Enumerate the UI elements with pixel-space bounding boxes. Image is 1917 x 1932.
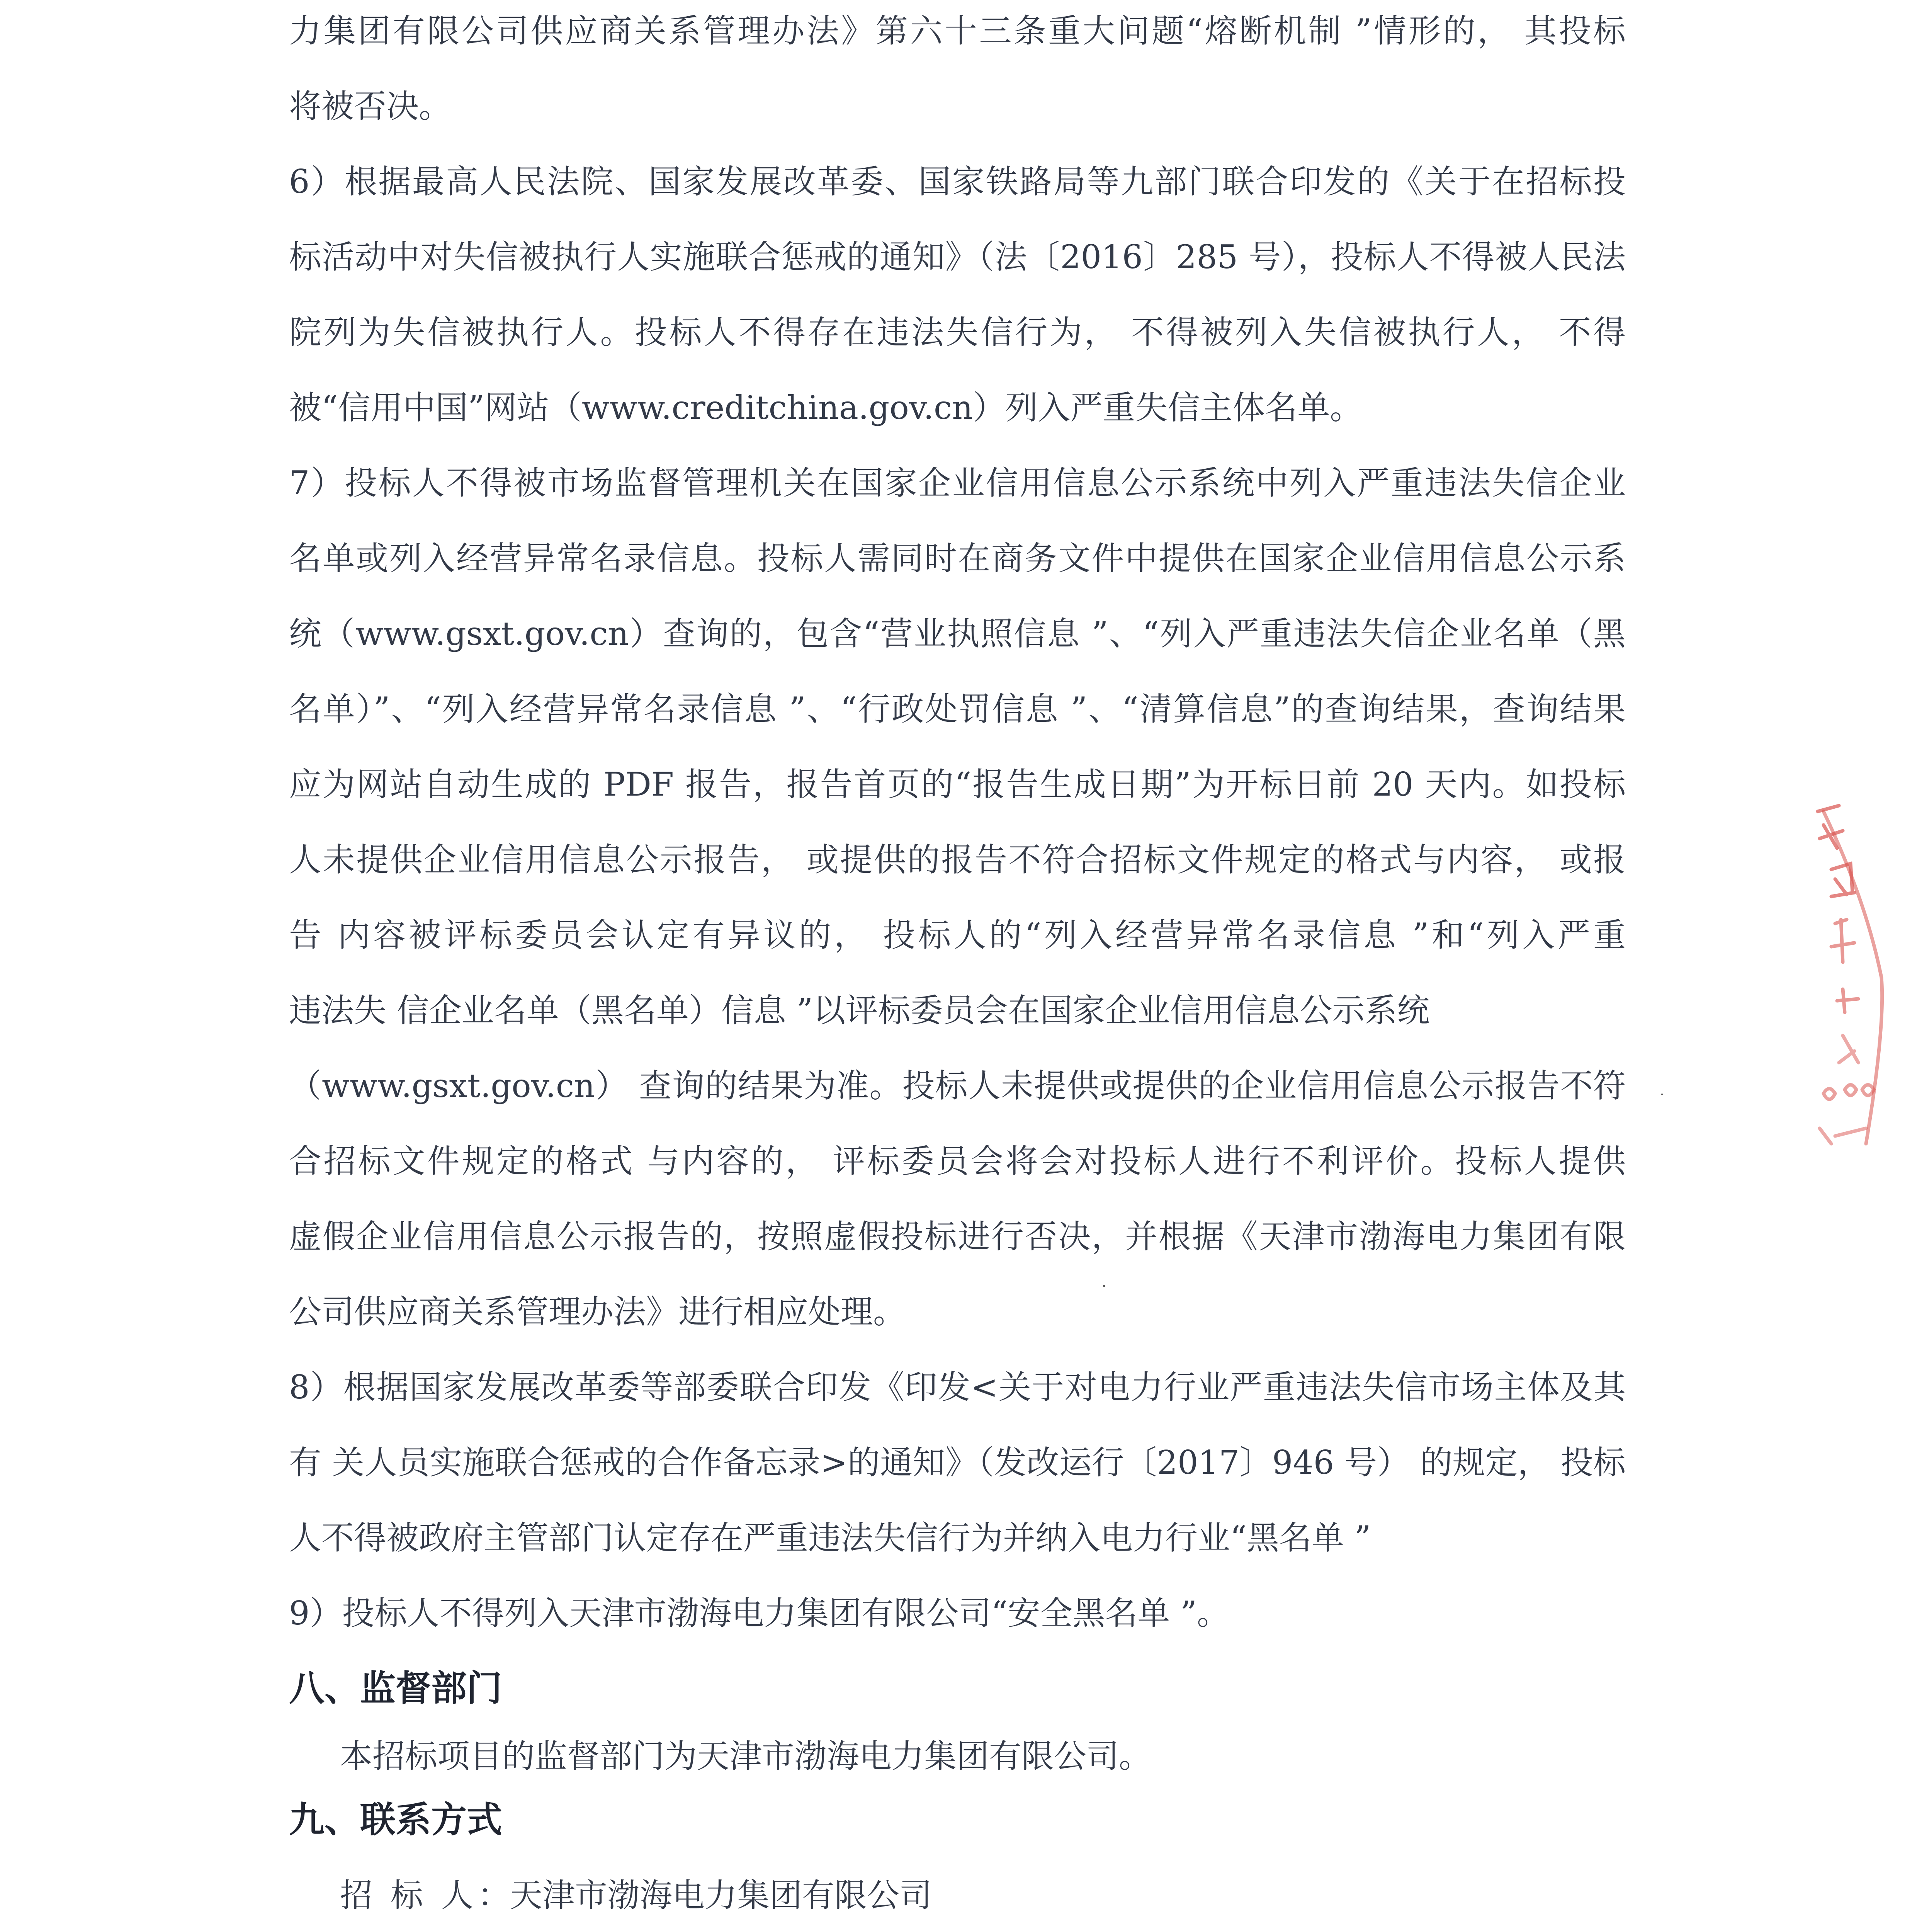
seal-glyph	[1839, 1036, 1858, 1063]
contact-value: 天津市渤海电力集团有限公司	[510, 1876, 932, 1914]
paragraph-line: 名单或列入经营异常名录信息。投标人需同时在商务文件中提供在国家企业信用信息公示系	[289, 539, 1626, 577]
seal-glyph	[1820, 1128, 1866, 1144]
contact-row-tenderer	[340, 1876, 932, 1915]
paragraph-line: 违法失 信企业名单（黑名单）信息 ”以评标委员会在国家企业信用信息公示系统	[289, 992, 1430, 1029]
paragraph-line: 公司供应商关系管理办法》进行相应处理。	[289, 1293, 906, 1331]
seal-stamp-partial	[1808, 796, 1909, 1151]
paragraph-line: 有 关人员实施联合惩戒的合作备忘录>的通知》（发改运行〔2017〕946 号） 的规定， 投标	[289, 1444, 1626, 1481]
seal-glyph	[1831, 864, 1854, 896]
paragraph-line: 9）投标人不得列入天津市渤海电力集团有限公司“安全黑名单 ”。	[289, 1594, 1230, 1632]
paragraph-line: 合招标文件规定的格式 与内容的， 评标委员会将会对投标人进行不利评价。投标人提供	[289, 1142, 1626, 1180]
scan-speck	[1661, 1094, 1663, 1095]
seal-glyph	[1824, 1085, 1874, 1100]
supervision-text: 本招标项目的监督部门为天津市渤海电力集团有限公司。	[340, 1737, 1152, 1775]
paragraph-line: 应为网站自动生成的 PDF 报告，报告首页的“报告生成日期”为开标日前 20 天内。如投标	[289, 765, 1626, 803]
paragraph-line: 人不得被政府主管部门认定存在严重违法失信行为并纳入电力行业“黑名单 ”	[289, 1519, 1371, 1557]
paragraph-line: 告 内容被评标委员会认定有异议的， 投标人的“列入经营异常名录信息 ”和“列入严重	[289, 916, 1626, 954]
paragraph-line: 被“信用中国”网站（www.creditchina.gov.cn）列入严重失信主体名单。	[289, 389, 1363, 427]
section-heading-contact: 九、联系方式	[289, 1799, 503, 1840]
paragraph-line: 名单）”、“列入经营异常名录信息 ”、“行政处罚信息 ”、“清算信息”的查询结果，查询结果	[289, 690, 1626, 728]
section-heading-supervision: 八、监督部门	[289, 1668, 503, 1709]
paragraph-line: 力集团有限公司供应商关系管理办法》第六十三条重大问题“熔断机制 ”情形的， 其投标	[289, 12, 1626, 50]
paragraph-line: 院列为失信被执行人。投标人不得存在违法失信行为， 不得被列入失信被执行人， 不得	[289, 313, 1626, 351]
seal-glyph	[1831, 920, 1854, 962]
paragraph-line: （www.gsxt.gov.cn） 查询的结果为准。投标人未提供或提供的企业信用信息公示报告不符	[289, 1067, 1626, 1105]
paragraph-line: 标活动中对失信被执行人实施联合惩戒的通知》（法〔2016〕285 号），投标人不得被人民法	[289, 238, 1626, 276]
scan-speck	[1103, 1285, 1105, 1287]
seal-glyph	[1837, 989, 1858, 1012]
contact-label: 招 标 人：	[340, 1876, 510, 1914]
paragraph-line: 统（www.gsxt.gov.cn）查询的，包含“营业执照信息 ”、“列入严重违法失信企业名单（黑	[289, 615, 1626, 653]
paragraph-line: 虚假企业信用信息公示报告的，按照虚假投标进行否决，并根据《天津市渤海电力集团有限	[289, 1218, 1626, 1255]
paragraph-line: 8）根据国家发展改革委等部委联合印发《印发<关于对电力行业严重违法失信市场主体及其	[289, 1368, 1626, 1406]
paragraph-line: 将被否决。	[289, 87, 452, 125]
paragraph-line: 人未提供企业信用信息公示报告， 或提供的报告不符合招标文件规定的格式与内容， 或报	[289, 841, 1626, 879]
paragraph-line: 7）投标人不得被市场监督管理机关在国家企业信用信息公示系统中列入严重违法失信企业	[289, 464, 1626, 502]
paragraph-line: 6）根据最高人民法院、国家发展改革委、国家铁路局等九部门联合印发的《关于在招标投	[289, 163, 1626, 201]
